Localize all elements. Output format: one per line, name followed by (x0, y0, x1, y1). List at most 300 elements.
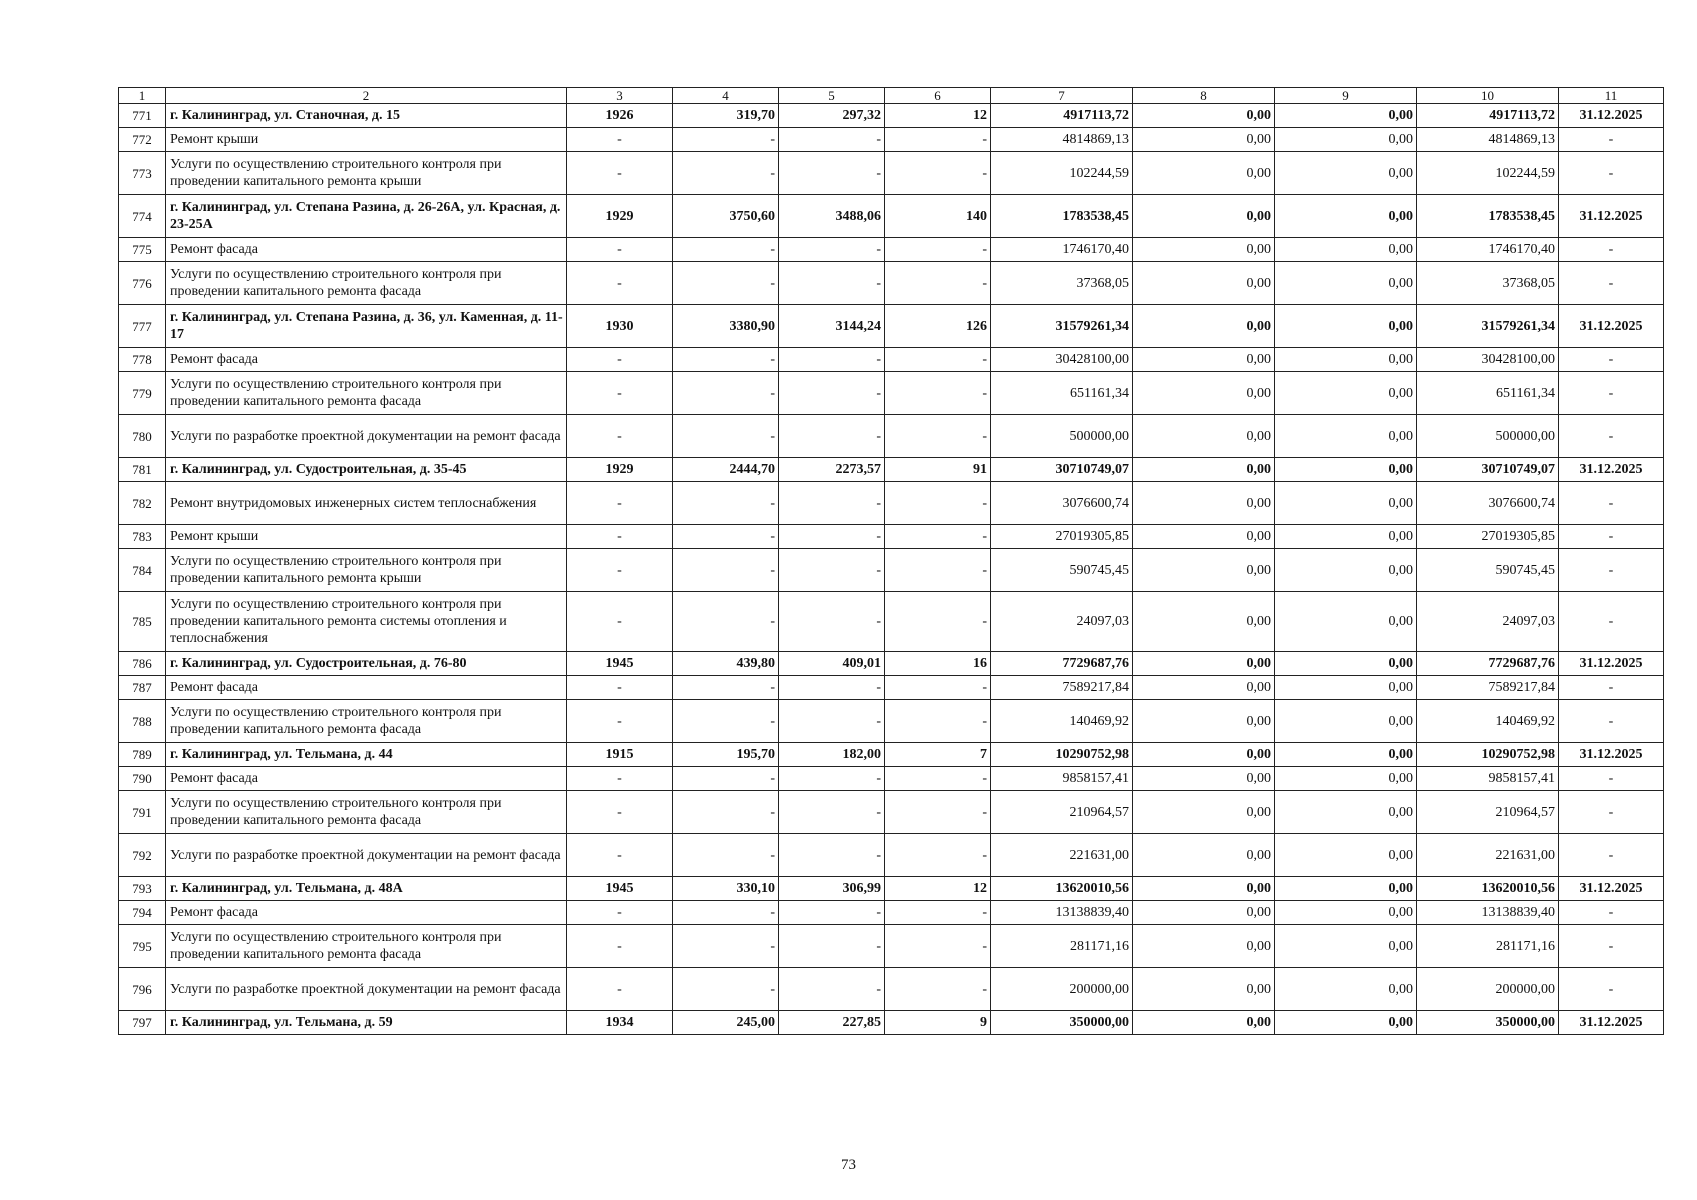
column-header-7: 7 (991, 88, 1133, 104)
cost-col-10-cell: 221631,00 (1417, 834, 1559, 877)
living-area-cell: - (779, 262, 885, 305)
cost-col-10-cell: 13620010,56 (1417, 877, 1559, 901)
item-name-cell: Ремонт внутридомовых инженерных систем теплоснабжения (166, 482, 567, 525)
row-number-cell: 778 (119, 348, 166, 372)
year-built-cell: - (567, 834, 673, 877)
cost-col-8-cell: 0,00 (1133, 104, 1275, 128)
total-cost-cell: 102244,59 (991, 152, 1133, 195)
work-item-row (119, 592, 1664, 652)
completion-date-cell: 31.12.2025 (1559, 877, 1664, 901)
total-cost-cell: 281171,16 (991, 925, 1133, 968)
work-item-row (119, 482, 1664, 525)
item-name-cell: г. Калининград, ул. Судостроительная, д. 76-80 (166, 652, 567, 676)
residents-cell: - (885, 676, 991, 700)
work-item-row (119, 152, 1664, 195)
cost-col-8-cell: 0,00 (1133, 348, 1275, 372)
row-number-cell: 788 (119, 700, 166, 743)
residents-cell: - (885, 262, 991, 305)
completion-date-cell: 31.12.2025 (1559, 743, 1664, 767)
work-item-row (119, 901, 1664, 925)
row-number-cell: 796 (119, 968, 166, 1011)
living-area-cell: 227,85 (779, 1011, 885, 1035)
total-cost-cell: 13138839,40 (991, 901, 1133, 925)
cost-col-10-cell: 200000,00 (1417, 968, 1559, 1011)
living-area-cell: - (779, 549, 885, 592)
item-name-cell: Услуги по разработке проектной документации на ремонт фасада (166, 834, 567, 877)
total-area-cell: - (673, 262, 779, 305)
cost-col-8-cell: 0,00 (1133, 238, 1275, 262)
column-header-9: 9 (1275, 88, 1417, 104)
completion-date-cell: - (1559, 834, 1664, 877)
row-number-cell: 782 (119, 482, 166, 525)
year-built-cell: 1929 (567, 458, 673, 482)
address-row (119, 652, 1664, 676)
item-name-cell: г. Калининград, ул. Степана Разина, д. 26-26А, ул. Красная, д. 23-25А (166, 195, 567, 238)
residents-cell: 9 (885, 1011, 991, 1035)
cost-col-9-cell: 0,00 (1275, 104, 1417, 128)
total-area-cell: - (673, 348, 779, 372)
cost-col-10-cell: 7589217,84 (1417, 676, 1559, 700)
column-header-10: 10 (1417, 88, 1559, 104)
row-number-cell: 797 (119, 1011, 166, 1035)
completion-date-cell: - (1559, 482, 1664, 525)
column-header-2: 2 (166, 88, 567, 104)
row-number-cell: 787 (119, 676, 166, 700)
work-item-row (119, 834, 1664, 877)
cost-col-8-cell: 0,00 (1133, 767, 1275, 791)
residents-cell: - (885, 348, 991, 372)
residents-cell: - (885, 128, 991, 152)
cost-col-8-cell: 0,00 (1133, 482, 1275, 525)
work-item-row (119, 968, 1664, 1011)
cost-col-10-cell: 500000,00 (1417, 415, 1559, 458)
total-area-cell: 330,10 (673, 877, 779, 901)
total-cost-cell: 7589217,84 (991, 676, 1133, 700)
item-name-cell: Услуги по осуществлению строительного контроля при проведении капитального ремонта крыши (166, 152, 567, 195)
cost-col-10-cell: 1783538,45 (1417, 195, 1559, 238)
cost-col-8-cell: 0,00 (1133, 743, 1275, 767)
cost-col-8-cell: 0,00 (1133, 415, 1275, 458)
row-number-cell: 773 (119, 152, 166, 195)
total-cost-cell: 24097,03 (991, 592, 1133, 652)
cost-col-9-cell: 0,00 (1275, 652, 1417, 676)
cost-col-9-cell: 0,00 (1275, 592, 1417, 652)
cost-col-9-cell: 0,00 (1275, 925, 1417, 968)
year-built-cell: - (567, 482, 673, 525)
cost-col-9-cell: 0,00 (1275, 415, 1417, 458)
living-area-cell: - (779, 901, 885, 925)
total-area-cell: - (673, 592, 779, 652)
total-area-cell: - (673, 901, 779, 925)
residents-cell: - (885, 700, 991, 743)
item-name-cell: Ремонт фасада (166, 238, 567, 262)
cost-col-8-cell: 0,00 (1133, 458, 1275, 482)
total-cost-cell: 13620010,56 (991, 877, 1133, 901)
residents-cell: - (885, 238, 991, 262)
item-name-cell: Ремонт фасада (166, 676, 567, 700)
cost-col-8-cell: 0,00 (1133, 1011, 1275, 1035)
address-row (119, 743, 1664, 767)
row-number-cell: 791 (119, 791, 166, 834)
cost-col-8-cell: 0,00 (1133, 877, 1275, 901)
completion-date-cell: - (1559, 238, 1664, 262)
cost-col-8-cell: 0,00 (1133, 700, 1275, 743)
residents-cell: - (885, 901, 991, 925)
cost-col-9-cell: 0,00 (1275, 305, 1417, 348)
total-cost-cell: 1746170,40 (991, 238, 1133, 262)
item-name-cell: Услуги по осуществлению строительного контроля при проведении капитального ремонта системы отопления и теплоснабжения (166, 592, 567, 652)
year-built-cell: - (567, 128, 673, 152)
living-area-cell: - (779, 791, 885, 834)
living-area-cell: - (779, 834, 885, 877)
total-cost-cell: 10290752,98 (991, 743, 1133, 767)
cost-col-9-cell: 0,00 (1275, 128, 1417, 152)
completion-date-cell: - (1559, 348, 1664, 372)
completion-date-cell: - (1559, 549, 1664, 592)
cost-col-9-cell: 0,00 (1275, 834, 1417, 877)
item-name-cell: Услуги по разработке проектной документации на ремонт фасада (166, 415, 567, 458)
living-area-cell: - (779, 152, 885, 195)
completion-date-cell: - (1559, 415, 1664, 458)
year-built-cell: - (567, 238, 673, 262)
cost-col-10-cell: 27019305,85 (1417, 525, 1559, 549)
living-area-cell: 409,01 (779, 652, 885, 676)
item-name-cell: Услуги по осуществлению строительного контроля при проведении капитального ремонта фасада (166, 372, 567, 415)
completion-date-cell: - (1559, 128, 1664, 152)
total-area-cell: - (673, 549, 779, 592)
cost-col-10-cell: 7729687,76 (1417, 652, 1559, 676)
item-name-cell: Ремонт фасада (166, 348, 567, 372)
cost-col-10-cell: 281171,16 (1417, 925, 1559, 968)
total-cost-cell: 30710749,07 (991, 458, 1133, 482)
column-header-8: 8 (1133, 88, 1275, 104)
cost-col-8-cell: 0,00 (1133, 901, 1275, 925)
total-cost-cell: 27019305,85 (991, 525, 1133, 549)
repair-program-table (118, 87, 1664, 1035)
residents-cell: - (885, 549, 991, 592)
cost-col-10-cell: 3076600,74 (1417, 482, 1559, 525)
cost-col-8-cell: 0,00 (1133, 652, 1275, 676)
cost-col-8-cell: 0,00 (1133, 791, 1275, 834)
cost-col-10-cell: 24097,03 (1417, 592, 1559, 652)
cost-col-9-cell: 0,00 (1275, 700, 1417, 743)
total-area-cell: - (673, 372, 779, 415)
residents-cell: - (885, 592, 991, 652)
year-built-cell: - (567, 925, 673, 968)
residents-cell: - (885, 525, 991, 549)
cost-col-10-cell: 102244,59 (1417, 152, 1559, 195)
residents-cell: - (885, 372, 991, 415)
item-name-cell: Услуги по осуществлению строительного контроля при проведении капитального ремонта фасада (166, 700, 567, 743)
cost-col-9-cell: 0,00 (1275, 549, 1417, 592)
item-name-cell: г. Калининград, ул. Судостроительная, д. 35-45 (166, 458, 567, 482)
page-number: 73 (841, 1157, 856, 1173)
total-area-cell: 3750,60 (673, 195, 779, 238)
total-area-cell: - (673, 767, 779, 791)
cost-col-9-cell: 0,00 (1275, 262, 1417, 305)
cost-col-9-cell: 0,00 (1275, 372, 1417, 415)
total-area-cell: 319,70 (673, 104, 779, 128)
completion-date-cell: - (1559, 767, 1664, 791)
total-cost-cell: 210964,57 (991, 791, 1133, 834)
cost-col-10-cell: 37368,05 (1417, 262, 1559, 305)
cost-col-9-cell: 0,00 (1275, 877, 1417, 901)
cost-col-8-cell: 0,00 (1133, 195, 1275, 238)
address-row (119, 458, 1664, 482)
living-area-cell: - (779, 925, 885, 968)
cost-col-10-cell: 31579261,34 (1417, 305, 1559, 348)
residents-cell: - (885, 791, 991, 834)
item-name-cell: Услуги по осуществлению строительного контроля при проведении капитального ремонта фасада (166, 262, 567, 305)
total-cost-cell: 350000,00 (991, 1011, 1133, 1035)
work-item-row (119, 128, 1664, 152)
cost-col-9-cell: 0,00 (1275, 1011, 1417, 1035)
completion-date-cell: - (1559, 152, 1664, 195)
living-area-cell: - (779, 676, 885, 700)
residents-cell: 16 (885, 652, 991, 676)
cost-col-9-cell: 0,00 (1275, 482, 1417, 525)
row-number-cell: 779 (119, 372, 166, 415)
completion-date-cell: 31.12.2025 (1559, 305, 1664, 348)
cost-col-10-cell: 590745,45 (1417, 549, 1559, 592)
year-built-cell: - (567, 700, 673, 743)
cost-col-8-cell: 0,00 (1133, 968, 1275, 1011)
living-area-cell: - (779, 348, 885, 372)
row-number-cell: 774 (119, 195, 166, 238)
item-name-cell: г. Калининград, ул. Тельмана, д. 44 (166, 743, 567, 767)
year-built-cell: - (567, 767, 673, 791)
total-area-cell: - (673, 128, 779, 152)
total-area-cell: - (673, 791, 779, 834)
year-built-cell: - (567, 415, 673, 458)
total-cost-cell: 4814869,13 (991, 128, 1133, 152)
cost-col-8-cell: 0,00 (1133, 834, 1275, 877)
cost-col-9-cell: 0,00 (1275, 676, 1417, 700)
item-name-cell: Услуги по осуществлению строительного контроля при проведении капитального ремонта фасада (166, 925, 567, 968)
cost-col-9-cell: 0,00 (1275, 791, 1417, 834)
year-built-cell: - (567, 372, 673, 415)
row-number-cell: 786 (119, 652, 166, 676)
item-name-cell: Услуги по осуществлению строительного контроля при проведении капитального ремонта крыши (166, 549, 567, 592)
row-number-cell: 777 (119, 305, 166, 348)
total-cost-cell: 7729687,76 (991, 652, 1133, 676)
completion-date-cell: - (1559, 925, 1664, 968)
cost-col-9-cell: 0,00 (1275, 901, 1417, 925)
year-built-cell: - (567, 791, 673, 834)
cost-col-8-cell: 0,00 (1133, 676, 1275, 700)
total-area-cell: - (673, 152, 779, 195)
year-built-cell: 1934 (567, 1011, 673, 1035)
total-cost-cell: 140469,92 (991, 700, 1133, 743)
completion-date-cell: 31.12.2025 (1559, 652, 1664, 676)
column-number-header-row (119, 88, 1664, 104)
total-cost-cell: 30428100,00 (991, 348, 1133, 372)
item-name-cell: Ремонт фасада (166, 901, 567, 925)
work-item-row (119, 238, 1664, 262)
address-row (119, 305, 1664, 348)
column-header-4: 4 (673, 88, 779, 104)
year-built-cell: - (567, 901, 673, 925)
cost-col-9-cell: 0,00 (1275, 525, 1417, 549)
cost-col-10-cell: 9858157,41 (1417, 767, 1559, 791)
total-area-cell: - (673, 525, 779, 549)
row-number-cell: 783 (119, 525, 166, 549)
completion-date-cell: 31.12.2025 (1559, 195, 1664, 238)
row-number-cell: 781 (119, 458, 166, 482)
row-number-cell: 771 (119, 104, 166, 128)
cost-col-10-cell: 13138839,40 (1417, 901, 1559, 925)
year-built-cell: - (567, 968, 673, 1011)
work-item-row (119, 525, 1664, 549)
year-built-cell: - (567, 592, 673, 652)
item-name-cell: Ремонт крыши (166, 525, 567, 549)
row-number-cell: 795 (119, 925, 166, 968)
year-built-cell: - (567, 676, 673, 700)
residents-cell: - (885, 925, 991, 968)
living-area-cell: 306,99 (779, 877, 885, 901)
item-name-cell: г. Калининград, ул. Станочная, д. 15 (166, 104, 567, 128)
item-name-cell: г. Калининград, ул. Степана Разина, д. 36, ул. Каменная, д. 11-17 (166, 305, 567, 348)
living-area-cell: - (779, 128, 885, 152)
address-row (119, 877, 1664, 901)
total-area-cell: 439,80 (673, 652, 779, 676)
living-area-cell: - (779, 372, 885, 415)
residents-cell: - (885, 482, 991, 525)
column-header-5: 5 (779, 88, 885, 104)
year-built-cell: 1930 (567, 305, 673, 348)
work-item-row (119, 676, 1664, 700)
cost-col-10-cell: 30710749,07 (1417, 458, 1559, 482)
work-item-row (119, 262, 1664, 305)
cost-col-10-cell: 350000,00 (1417, 1011, 1559, 1035)
cost-col-10-cell: 30428100,00 (1417, 348, 1559, 372)
year-built-cell: 1915 (567, 743, 673, 767)
work-item-row (119, 925, 1664, 968)
item-name-cell: Услуги по разработке проектной документации на ремонт фасада (166, 968, 567, 1011)
total-cost-cell: 221631,00 (991, 834, 1133, 877)
year-built-cell: - (567, 549, 673, 592)
cost-col-8-cell: 0,00 (1133, 925, 1275, 968)
row-number-cell: 784 (119, 549, 166, 592)
residents-cell: 12 (885, 877, 991, 901)
row-number-cell: 794 (119, 901, 166, 925)
completion-date-cell: - (1559, 262, 1664, 305)
cost-col-9-cell: 0,00 (1275, 195, 1417, 238)
living-area-cell: - (779, 700, 885, 743)
cost-col-10-cell: 4917113,72 (1417, 104, 1559, 128)
completion-date-cell: 31.12.2025 (1559, 104, 1664, 128)
cost-col-10-cell: 4814869,13 (1417, 128, 1559, 152)
year-built-cell: - (567, 152, 673, 195)
residents-cell: - (885, 767, 991, 791)
cost-col-8-cell: 0,00 (1133, 372, 1275, 415)
cost-col-8-cell: 0,00 (1133, 549, 1275, 592)
living-area-cell: 297,32 (779, 104, 885, 128)
total-area-cell: - (673, 700, 779, 743)
total-area-cell: 245,00 (673, 1011, 779, 1035)
total-cost-cell: 3076600,74 (991, 482, 1133, 525)
living-area-cell: 3144,24 (779, 305, 885, 348)
item-name-cell: Ремонт фасада (166, 767, 567, 791)
row-number-cell: 790 (119, 767, 166, 791)
residents-cell: 7 (885, 743, 991, 767)
cost-col-8-cell: 0,00 (1133, 525, 1275, 549)
completion-date-cell: - (1559, 700, 1664, 743)
residents-cell: 91 (885, 458, 991, 482)
address-row (119, 1011, 1664, 1035)
living-area-cell: 182,00 (779, 743, 885, 767)
completion-date-cell: - (1559, 525, 1664, 549)
row-number-cell: 772 (119, 128, 166, 152)
living-area-cell: - (779, 525, 885, 549)
total-area-cell: - (673, 676, 779, 700)
work-item-row (119, 700, 1664, 743)
living-area-cell: - (779, 592, 885, 652)
column-header-3: 3 (567, 88, 673, 104)
living-area-cell: - (779, 238, 885, 262)
living-area-cell: 3488,06 (779, 195, 885, 238)
cost-col-9-cell: 0,00 (1275, 743, 1417, 767)
cost-col-8-cell: 0,00 (1133, 262, 1275, 305)
column-header-1: 1 (119, 88, 166, 104)
total-area-cell: - (673, 415, 779, 458)
item-name-cell: г. Калининград, ул. Тельмана, д. 48А (166, 877, 567, 901)
total-cost-cell: 9858157,41 (991, 767, 1133, 791)
living-area-cell: - (779, 968, 885, 1011)
cost-col-10-cell: 1746170,40 (1417, 238, 1559, 262)
cost-col-9-cell: 0,00 (1275, 968, 1417, 1011)
row-number-cell: 776 (119, 262, 166, 305)
living-area-cell: 2273,57 (779, 458, 885, 482)
row-number-cell: 785 (119, 592, 166, 652)
total-cost-cell: 200000,00 (991, 968, 1133, 1011)
total-area-cell: 2444,70 (673, 458, 779, 482)
total-area-cell: - (673, 834, 779, 877)
cost-col-9-cell: 0,00 (1275, 458, 1417, 482)
column-header-6: 6 (885, 88, 991, 104)
residents-cell: - (885, 968, 991, 1011)
row-number-cell: 792 (119, 834, 166, 877)
total-cost-cell: 4917113,72 (991, 104, 1133, 128)
year-built-cell: 1929 (567, 195, 673, 238)
completion-date-cell: - (1559, 372, 1664, 415)
residents-cell: 126 (885, 305, 991, 348)
completion-date-cell: 31.12.2025 (1559, 458, 1664, 482)
item-name-cell: Ремонт крыши (166, 128, 567, 152)
work-item-row (119, 348, 1664, 372)
column-header-11: 11 (1559, 88, 1664, 104)
cost-col-8-cell: 0,00 (1133, 152, 1275, 195)
year-built-cell: - (567, 525, 673, 549)
residents-cell: 140 (885, 195, 991, 238)
year-built-cell: - (567, 348, 673, 372)
row-number-cell: 780 (119, 415, 166, 458)
total-cost-cell: 31579261,34 (991, 305, 1133, 348)
cost-col-10-cell: 140469,92 (1417, 700, 1559, 743)
cost-col-10-cell: 10290752,98 (1417, 743, 1559, 767)
completion-date-cell: - (1559, 676, 1664, 700)
cost-col-9-cell: 0,00 (1275, 152, 1417, 195)
row-number-cell: 793 (119, 877, 166, 901)
item-name-cell: Услуги по осуществлению строительного контроля при проведении капитального ремонта фасада (166, 791, 567, 834)
living-area-cell: - (779, 767, 885, 791)
cost-col-10-cell: 210964,57 (1417, 791, 1559, 834)
total-area-cell: - (673, 968, 779, 1011)
completion-date-cell: 31.12.2025 (1559, 1011, 1664, 1035)
completion-date-cell: - (1559, 901, 1664, 925)
row-number-cell: 775 (119, 238, 166, 262)
year-built-cell: 1945 (567, 652, 673, 676)
